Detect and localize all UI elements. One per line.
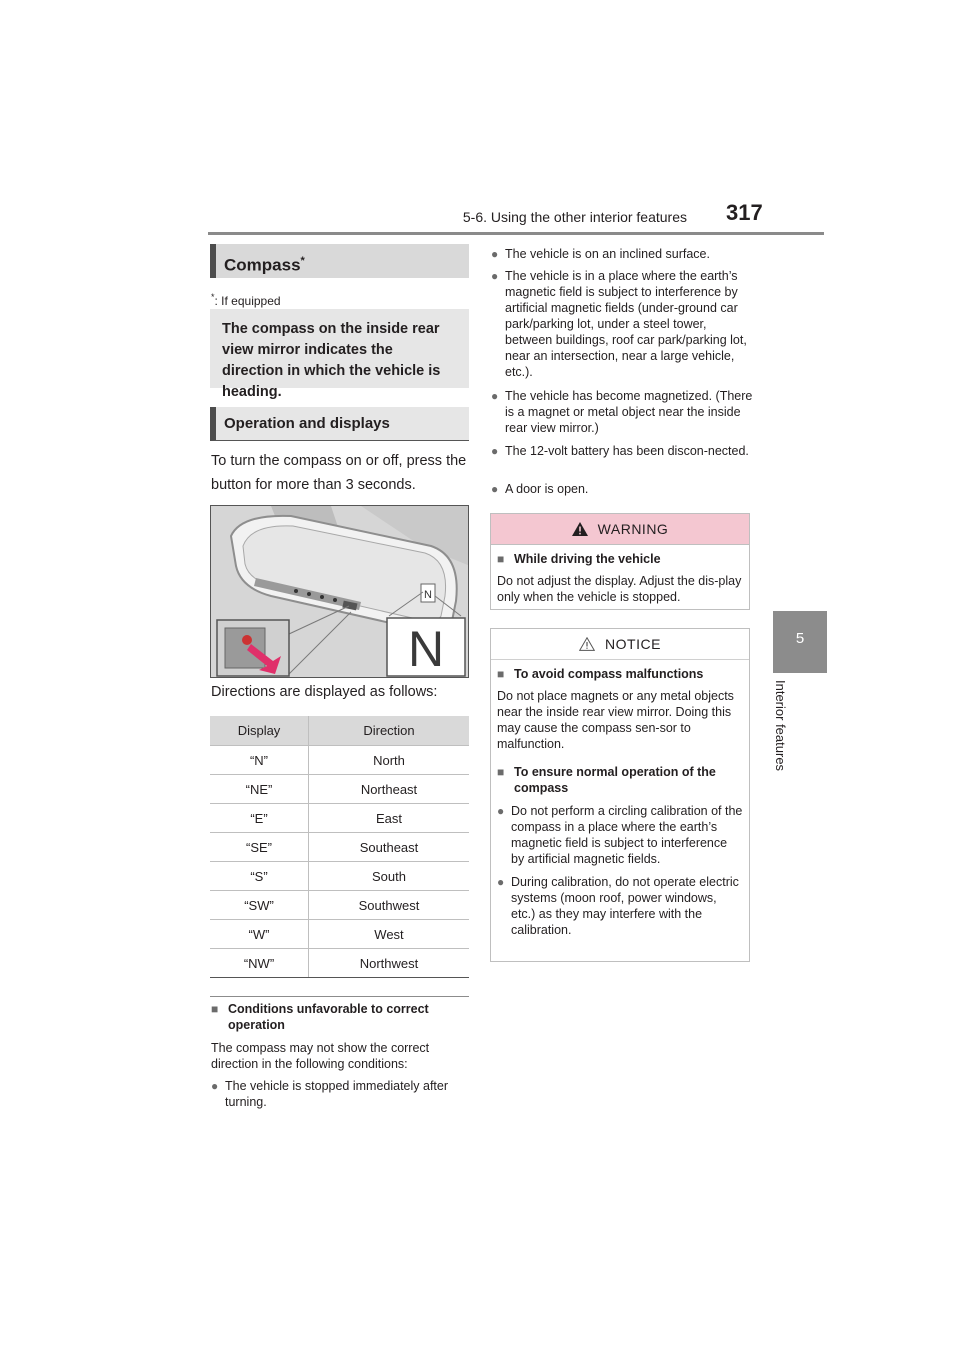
- table-header-row: [210, 716, 469, 746]
- table-row: [210, 920, 469, 949]
- chapter-number: 5: [795, 630, 805, 647]
- condition-text: The 12-volt battery has been discon-nected.: [505, 444, 749, 458]
- warning-header: [491, 514, 749, 545]
- warning-box: [490, 513, 750, 610]
- bullet-icon: ●: [491, 444, 499, 458]
- notice-box: [490, 628, 750, 962]
- bullet-icon: ●: [497, 804, 505, 818]
- display-cell: “NW”: [210, 949, 309, 978]
- header-section-title: 5-6. Using the other interior features: [462, 209, 687, 225]
- direction-cell: Southwest: [309, 891, 470, 920]
- compass-section-heading: [210, 244, 469, 278]
- direction-cell: Southeast: [309, 833, 470, 862]
- table-header-direction: Direction: [309, 716, 470, 746]
- condition-item: [491, 481, 753, 497]
- condition-text: The vehicle is in a place where the earth’s magnetic field is subject to interference by artificial magnetic fields (under-ground car park/parking lot, under a steel tower, between buildings, roof car park/parking lot, near an intersection, near a large vehicle, etc.).: [505, 269, 747, 379]
- bullet-icon: ●: [491, 247, 499, 261]
- figure-small-n: N: [424, 589, 432, 601]
- notice-header: [491, 629, 749, 660]
- condition-text: The vehicle has become magnetized. (There is a magnet or metal object near the inside rear view mirror.): [505, 389, 753, 435]
- bullet-icon: ●: [491, 482, 499, 496]
- conditions-divider: [210, 996, 469, 997]
- direction-cell: South: [309, 862, 470, 891]
- direction-cell: Northeast: [309, 775, 470, 804]
- notice-title: NOTICE: [605, 636, 661, 652]
- condition-item: [491, 246, 753, 262]
- footnote-mark: *: [211, 292, 215, 302]
- compass-title-mark: *: [300, 255, 305, 267]
- directions-intro: Directions are displayed as follows:: [211, 684, 438, 700]
- notice-item: [497, 803, 743, 867]
- bullet-icon: ●: [491, 269, 499, 283]
- notice-subheading-1-text: To avoid compass malfunctions: [514, 667, 704, 681]
- summary-box: The compass on the inside rear view mirror indicates the direction in which the vehicle is heading.: [210, 309, 469, 388]
- display-cell: “SW”: [210, 891, 309, 920]
- square-bullet-icon: ■: [497, 552, 505, 566]
- table-row: [210, 949, 469, 978]
- conditions-intro: The compass may not show the correct direction in the following conditions:: [211, 1041, 430, 1071]
- page-number: 317: [726, 200, 763, 225]
- square-bullet-icon: ■: [497, 667, 505, 681]
- table-row: [210, 862, 469, 891]
- warning-title: WARNING: [597, 521, 669, 537]
- direction-cell: Northwest: [309, 949, 470, 978]
- table-row: [210, 804, 469, 833]
- condition-item: [491, 443, 753, 459]
- condition-item: [491, 268, 753, 380]
- header-rule: [208, 232, 824, 235]
- square-bullet-icon: ■: [211, 1002, 219, 1016]
- notice-item-text: During calibration, do not operate electric systems (moon roof, power windows, etc.) as they may interfere with the calibration.: [511, 875, 739, 937]
- condition-text: The vehicle is stopped immediately after turning.: [225, 1079, 449, 1109]
- notice-item: [497, 874, 743, 938]
- condition-item: [491, 388, 753, 436]
- warning-text: Do not adjust the display. Adjust the dis-play only when the vehicle is stopped.: [497, 574, 742, 604]
- conditions-heading-text: Conditions unfavorable to correct operation: [228, 1002, 429, 1032]
- operation-instruction: To turn the compass on or off, press the button for more than 3 seconds.: [211, 453, 467, 493]
- warning-subheading: [497, 551, 743, 567]
- bullet-icon: ●: [491, 389, 499, 403]
- bullet-icon: ●: [497, 875, 505, 889]
- notice-subheading-2-text: To ensure normal operation of the compass: [514, 765, 716, 795]
- warning-triangle-icon: [572, 522, 588, 536]
- display-cell: “NE”: [210, 775, 309, 804]
- operation-heading: Operation and displays: [210, 407, 469, 441]
- mirror-illustration: [210, 505, 469, 678]
- bullet-icon: ●: [211, 1079, 219, 1093]
- compass-title: Compass: [224, 255, 301, 275]
- notice-item-text: Do not perform a circling calibration of the compass in a place where the earth’s magnetic field is subject to interference by artificial magnetic fields.: [511, 804, 743, 866]
- chapter-label: Interior features: [773, 680, 788, 772]
- direction-cell: West: [309, 920, 470, 949]
- table-row: [210, 891, 469, 920]
- table-header-display: Display: [210, 716, 309, 746]
- display-cell: “S”: [210, 862, 309, 891]
- conditions-heading: [211, 1001, 469, 1033]
- condition-text: A door is open.: [505, 482, 589, 496]
- notice-subheading-2: [497, 764, 743, 796]
- notice-text-1: Do not place magnets or any metal objects near the inside rear view mirror. Doing this may cause the compass sen-sor to malfunction.: [497, 689, 734, 751]
- notice-triangle-icon: [579, 637, 595, 651]
- table-row: [210, 746, 469, 775]
- direction-cell: North: [309, 746, 470, 775]
- table-row: [210, 833, 469, 862]
- notice-subheading-1: [497, 666, 743, 682]
- square-bullet-icon: ■: [497, 765, 505, 779]
- figure-big-n: N: [407, 621, 445, 677]
- direction-cell: East: [309, 804, 470, 833]
- display-cell: “W”: [210, 920, 309, 949]
- footnote-text: : If equipped: [214, 294, 281, 308]
- warning-subheading-text: While driving the vehicle: [514, 552, 661, 566]
- direction-table: [210, 716, 469, 978]
- display-cell: “E”: [210, 804, 309, 833]
- footnote: [211, 292, 281, 308]
- condition-text: The vehicle is on an inclined surface.: [505, 247, 710, 261]
- condition-item: [211, 1078, 469, 1110]
- display-cell: “SE”: [210, 833, 309, 862]
- table-row: [210, 775, 469, 804]
- display-cell: “N”: [210, 746, 309, 775]
- mirror-drawing: [211, 506, 469, 678]
